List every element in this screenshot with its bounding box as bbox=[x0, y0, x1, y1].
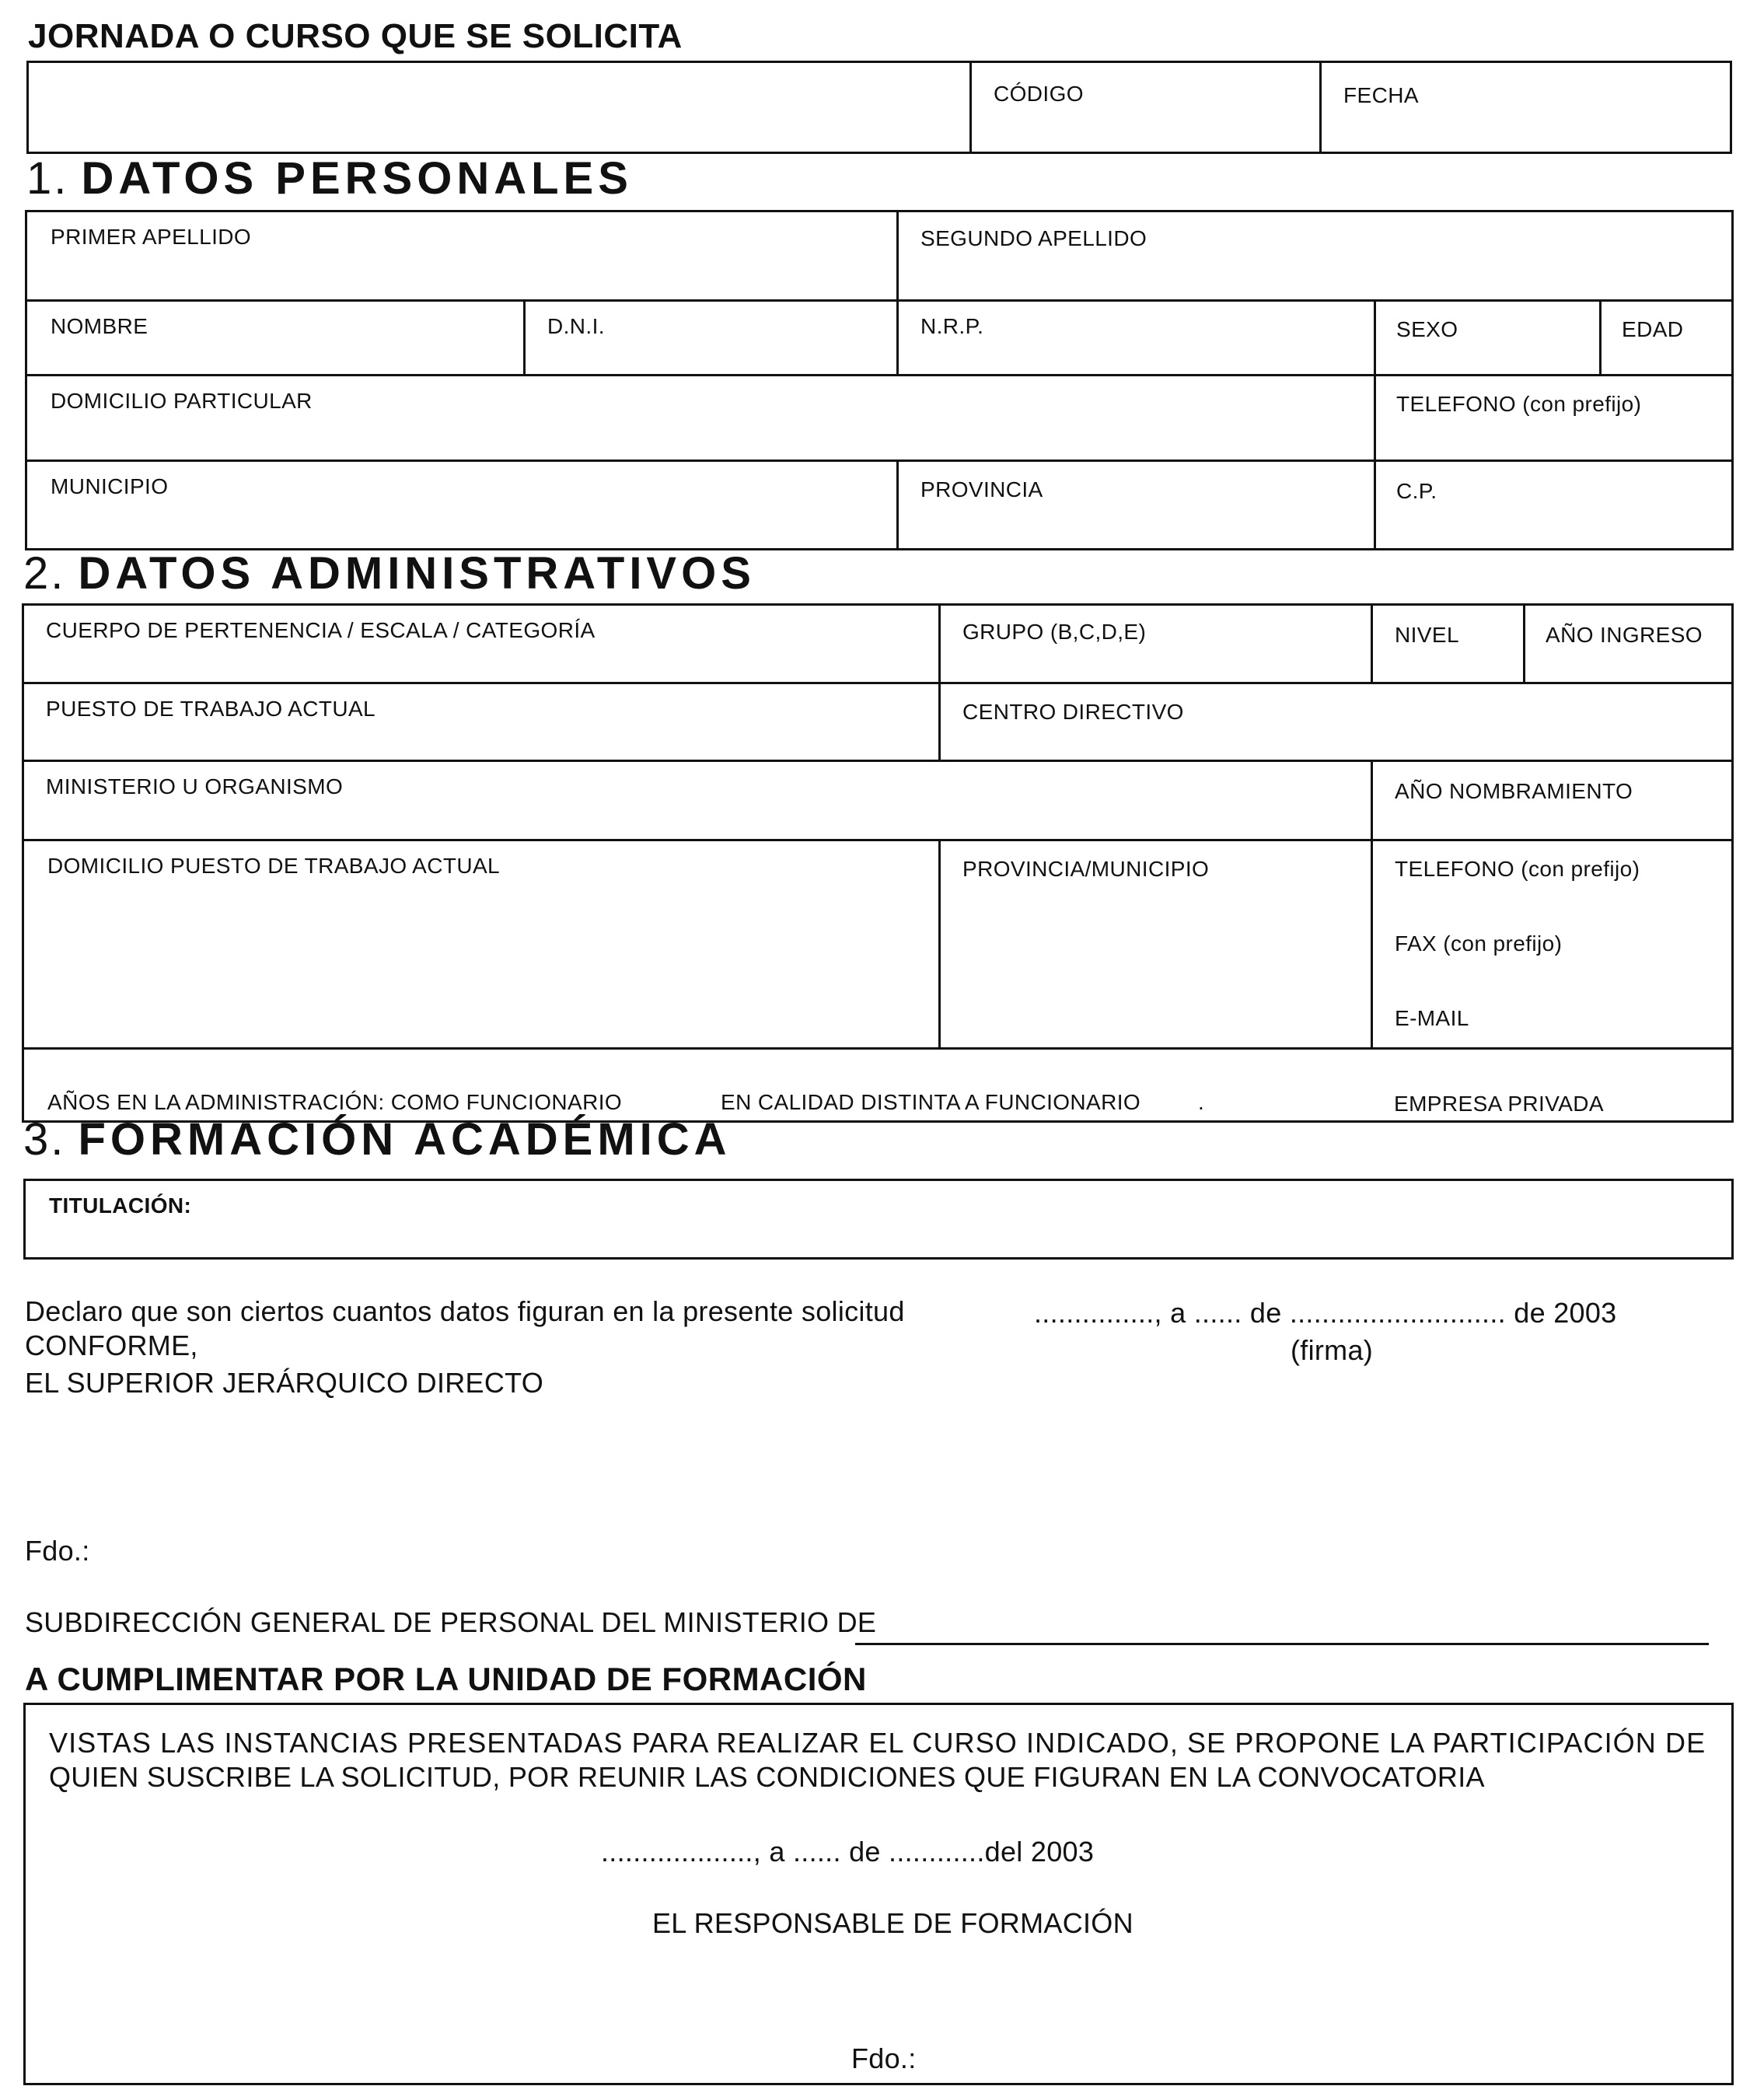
empresa-privada-label: EMPRESA PRIVADA bbox=[1394, 1092, 1605, 1116]
primer-apellido-label: PRIMER APELLIDO bbox=[51, 225, 252, 249]
course-code-label: CÓDIGO bbox=[994, 82, 1084, 106]
course-table bbox=[26, 61, 1732, 154]
course-date-label: FECHA bbox=[1343, 83, 1419, 107]
unit-paragraph-line-2: QUIEN SUSCRIBE LA SOLICITUD, POR REUNIR LAS CONDICIONES QUE FIGURAN EN LA CONVOCATORIA bbox=[49, 1761, 1485, 1793]
course-code-field[interactable] bbox=[969, 63, 1319, 152]
course-section-title: JORNADA O CURSO QUE SE SOLICITA bbox=[28, 17, 683, 55]
superior-signature-fdo: Fdo.: bbox=[25, 1535, 90, 1567]
personal-section-number: 1. bbox=[26, 153, 69, 204]
primer-apellido-field[interactable] bbox=[27, 212, 896, 299]
cp-label: C.P. bbox=[1396, 479, 1437, 503]
personal-section-heading bbox=[26, 152, 633, 204]
telefono-personal-field[interactable] bbox=[1374, 374, 1731, 459]
unit-signature-fdo: Fdo.: bbox=[851, 2042, 917, 2074]
nombre-field[interactable] bbox=[27, 299, 523, 374]
nrp-label: N.R.P. bbox=[920, 314, 984, 338]
domicilio-puesto-label: DOMICILIO PUESTO DE TRABAJO ACTUAL bbox=[47, 854, 501, 878]
domicilio-field[interactable] bbox=[27, 374, 1374, 459]
admin-section-number: 2. bbox=[23, 548, 66, 599]
firma-label: (firma) bbox=[1291, 1334, 1374, 1366]
anos-admin-label: AÑOS EN LA ADMINISTRACIÓN: COMO FUNCIONARIO bbox=[47, 1090, 623, 1114]
ano-ingreso-label: AÑO INGRESO bbox=[1546, 623, 1703, 647]
segundo-apellido-field[interactable] bbox=[896, 212, 1731, 299]
centro-field[interactable] bbox=[938, 682, 1731, 760]
course-date-field[interactable] bbox=[1319, 63, 1730, 152]
admin-section-title: DATOS ADMINISTRATIVOS bbox=[78, 548, 756, 599]
academic-section-number: 3. bbox=[23, 1114, 66, 1165]
grupo-label: GRUPO (B,C,D,E) bbox=[962, 620, 1147, 644]
sexo-field[interactable] bbox=[1374, 299, 1599, 374]
centro-label: CENTRO DIRECTIVO bbox=[962, 700, 1184, 724]
sexo-label: SEXO bbox=[1396, 317, 1458, 341]
municipio-field[interactable] bbox=[27, 459, 896, 548]
domicilio-label: DOMICILIO PARTICULAR bbox=[51, 389, 313, 413]
subdireccion-label: SUBDIRECCIÓN GENERAL DE PERSONAL DEL MINISTERIO DE bbox=[25, 1606, 877, 1638]
calidad-distinta-label: EN CALIDAD DISTINTA A FUNCIONARIO bbox=[721, 1090, 1141, 1114]
puesto-field[interactable] bbox=[24, 682, 938, 760]
ministerio-field[interactable] bbox=[24, 760, 1371, 839]
declaration-line-2: CONFORME, bbox=[25, 1330, 198, 1361]
ano-nombramiento-field[interactable] bbox=[1371, 760, 1731, 839]
admin-section-heading bbox=[23, 547, 756, 599]
cp-field[interactable] bbox=[1374, 459, 1731, 548]
academic-section-title: FORMACIÓN ACADÉMICA bbox=[78, 1114, 732, 1165]
nombre-label: NOMBRE bbox=[51, 314, 148, 338]
declaration-line-3: EL SUPERIOR JERÁRQUICO DIRECTO bbox=[25, 1367, 544, 1399]
municipio-label: MUNICIPIO bbox=[51, 474, 169, 498]
ministerio-input-line[interactable] bbox=[855, 1617, 1709, 1645]
titulacion-field[interactable] bbox=[23, 1179, 1734, 1260]
provincia-municipio-label: PROVINCIA/MUNICIPIO bbox=[962, 857, 1210, 881]
telefono-personal-label: TELEFONO (con prefijo) bbox=[1396, 392, 1642, 416]
edad-label: EDAD bbox=[1622, 317, 1684, 341]
ano-ingreso-field[interactable] bbox=[1523, 606, 1731, 682]
dni-field[interactable] bbox=[523, 299, 896, 374]
grupo-field[interactable] bbox=[938, 606, 1371, 682]
ano-nombramiento-label: AÑO NOMBRAMIENTO bbox=[1395, 779, 1633, 803]
puesto-label: PUESTO DE TRABAJO ACTUAL bbox=[46, 697, 376, 721]
titulacion-label: TITULACIÓN: bbox=[49, 1193, 192, 1218]
provincia-field[interactable] bbox=[896, 459, 1374, 548]
dni-label: D.N.I. bbox=[547, 314, 605, 338]
fax-label: FAX (con prefijo) bbox=[1395, 931, 1563, 956]
admin-table bbox=[22, 603, 1734, 1123]
declaration-line-1: Declaro que son ciertos cuantos datos figuran en la presente solicitud bbox=[25, 1295, 905, 1327]
responsable-label: EL RESPONSABLE DE FORMACIÓN bbox=[652, 1907, 1133, 1939]
nivel-field[interactable] bbox=[1371, 606, 1523, 682]
unit-date-line: ..................., a ...... de ............del 2003 bbox=[601, 1836, 1095, 1868]
separator-dot: . bbox=[1198, 1090, 1205, 1114]
domicilio-puesto-field[interactable] bbox=[24, 839, 938, 1047]
email-label: E-MAIL bbox=[1395, 1006, 1469, 1030]
unit-section-title: A CUMPLIMENTAR POR LA UNIDAD DE FORMACIÓN bbox=[25, 1661, 867, 1697]
cuerpo-label: CUERPO DE PERTENENCIA / ESCALA / CATEGORÍA bbox=[46, 618, 596, 642]
academic-section-heading bbox=[23, 1113, 732, 1165]
telefono-trabajo-label: TELEFONO (con prefijo) bbox=[1395, 857, 1640, 881]
segundo-apellido-label: SEGUNDO APELLIDO bbox=[920, 226, 1147, 250]
nrp-field[interactable] bbox=[896, 299, 1374, 374]
nivel-label: NIVEL bbox=[1395, 623, 1459, 647]
contacto-field[interactable] bbox=[1371, 839, 1731, 1047]
edad-field[interactable] bbox=[1599, 299, 1731, 374]
ministerio-label: MINISTERIO U ORGANISMO bbox=[46, 774, 344, 798]
course-name-field[interactable] bbox=[29, 63, 969, 152]
provincia-municipio-field[interactable] bbox=[938, 839, 1371, 1047]
declaration-date-line: ..............., a ...... de ........................... de 2003 bbox=[1034, 1297, 1617, 1329]
provincia-label: PROVINCIA bbox=[920, 477, 1043, 501]
personal-section-title: DATOS PERSONALES bbox=[81, 153, 633, 204]
anos-administracion-field[interactable] bbox=[24, 1047, 1731, 1120]
personal-table bbox=[25, 210, 1734, 550]
unit-box bbox=[23, 1703, 1734, 2085]
unit-paragraph-line-1: VISTAS LAS INSTANCIAS PRESENTADAS PARA REALIZAR EL CURSO INDICADO, SE PROPONE LA PARTICIPACIÓN DE bbox=[49, 1727, 1706, 1759]
cuerpo-field[interactable] bbox=[24, 606, 938, 682]
